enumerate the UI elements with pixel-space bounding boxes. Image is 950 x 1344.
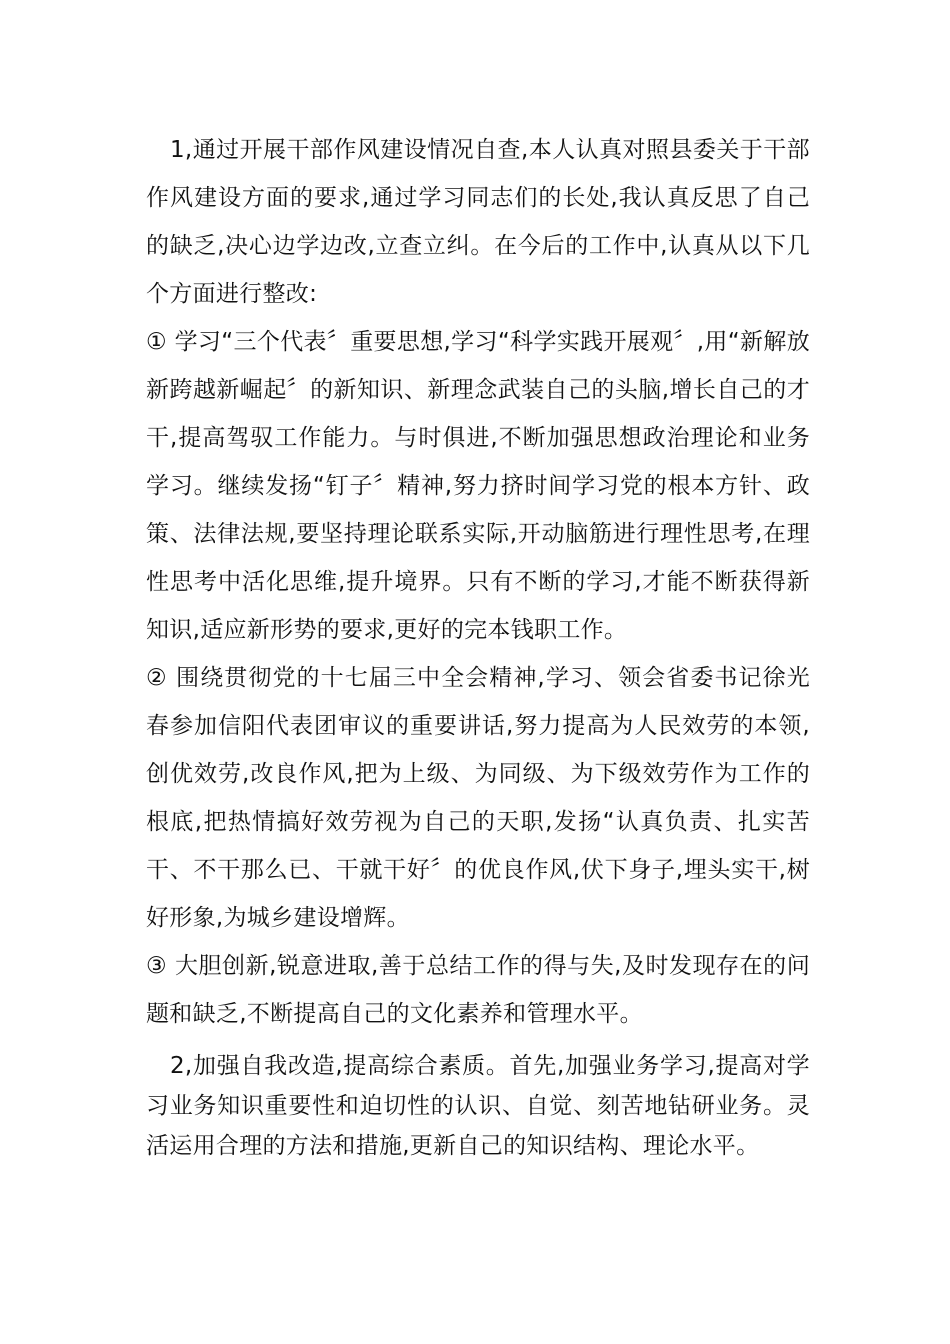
document-body bbox=[146, 126, 810, 1166]
paragraph-5: 2,加强自我改造,提高综合素质。首先,加强业务学习,提高对学习业务知识重要性和迫切性的认识、自觉、刻苦地钻研业务。灵活运用合理的方法和措施,更新自己的知识结构、理论水平。 bbox=[146, 1053, 810, 1159]
paragraph-1: 1,通过开展干部作风建设情况自查,本人认真对照县委关于干部作风建设方面的要求,通过学习同志们的长处,我认真反思了自己的缺乏,决心边学边改,立查立纠。在今后的工作中,认真从以下几个方面进行整改: bbox=[146, 137, 810, 307]
paragraph-3: ② 围绕贯彻党的十七届三中全会精神,学习、领会省委书记徐光春参加信阳代表团审议的重要讲话,努力提高为人民效劳的本领,创优效劳,改良作风,把为上级、为同级、为下级效劳作为工作的根底,把热情搞好效劳视为自己的天职,发扬“认真负责、扎实苦干、不干那么已、干就干好〞的优良作风,伏下身子,埋头实干,树好形象,为城乡建设增辉。 bbox=[146, 665, 810, 931]
paragraph-4: ③ 大胆创新,锐意进取,善于总结工作的得与失,及时发现存在的问题和缺乏,不断提高自己的文化素养和管理水平。 bbox=[146, 953, 810, 1027]
paragraph-2: ① 学习“三个代表〞重要思想,学习“科学实践开展观〞,用“新解放新跨越新崛起〞的新知识、新理念武装自己的头脑,增长自己的才干,提高驾驭工作能力。与时俱进,不断加强思想政治理论和业务学习。继续发扬“钉子〞精神,努力挤时间学习党的根本方针、政策、法律法规,要坚持理论联系实际,开动脑筋进行理性思考,在理性思考中活化思维,提升境界。只有不断的学习,才能不断获得新知识,适应新形势的要求,更好的完本钱职工作。 bbox=[146, 329, 810, 643]
